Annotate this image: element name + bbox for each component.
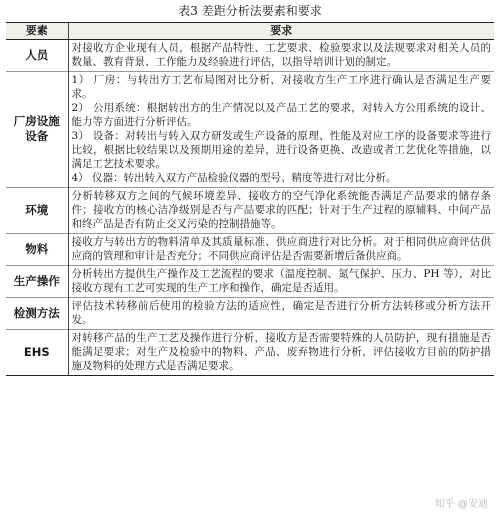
requirement-text: 分析转移双方之间的气候环境差异、接收方的空气净化系统能否满足产品要求的储存条件；接收方的核心洁净级别是否与产品要求的匹配；针对于生产过程的原辅料、中间产品和终产品是否有防止交叉污染的控制措施等。: [71, 190, 491, 230]
requirement-cell: [68, 234, 494, 266]
table-body: [6, 40, 494, 376]
element-cell: 物料: [6, 234, 68, 266]
requirement-cell: [68, 266, 494, 298]
requirement-text: 3） 设备：对转出与转入双方研发或生产设备的原理、性能及对应工序的设备要求等进行比较，根据比较结果以及预期用途的差异，进行设备更换、改造或者工艺优化等措施，以满足工艺技术要求。: [71, 130, 491, 170]
requirement-text: 4） 仪器：转出转入双方产品检验仪器的型号、精度等进行对比分析。: [71, 172, 397, 184]
gap-analysis-table: [6, 22, 494, 376]
element-cell: 生产操作: [6, 266, 68, 298]
requirement-text: 2） 公用系统：根据转出方的生产情况以及产品工艺的要求，对转入方公用系统的设计、能力等方面进行分析评估。: [71, 102, 491, 128]
table-row: [6, 234, 494, 266]
requirement-text: 评估技术转移前后使用的检验方法的适应性，确定是否进行分析方法转移或分析方法开发。: [71, 300, 491, 326]
requirement-cell: [68, 298, 494, 330]
requirement-cell: [68, 188, 494, 234]
table-row: [6, 72, 494, 188]
element-cell: 检测方法: [6, 298, 68, 330]
requirement-text: 1） 厂房：与转出方工艺布局图对比分析，对接收方生产工序进行确认是否满足生产要求。: [71, 74, 491, 100]
table-header-row: [6, 23, 494, 40]
table-row: [6, 40, 494, 72]
watermark: 知乎 @安迪: [434, 499, 488, 510]
table-row: [6, 298, 494, 330]
requirement-text: 对转移产品的生产工艺及操作进行分析，接收方是否需要特殊的人员防护，现有措施是否能满足要求；对生产及检验中的物料、产品、废弃物进行分析，评估接收方目前的防护措施及物料的处理方式是否满足要求。: [71, 332, 491, 372]
column-header-element: 要素: [6, 23, 68, 40]
requirement-text: 分析转出方提供生产操作及工艺流程的要求（温度控制、氮气保护、压力、PH 等），对比接收方现有工艺可实现的生产工序和操作，确定是否适用。: [71, 268, 491, 294]
element-cell: 厂房设施设备: [6, 72, 68, 188]
element-cell: EHS: [6, 330, 68, 376]
element-cell: 人员: [6, 40, 68, 72]
table-caption: 表3 差距分析法要素和要求: [178, 4, 322, 18]
requirement-text: 接收方与转出方的物料清单及其质量标准、供应商进行对比分析。对于相同供应商评估供应商的管理和审计是否充分；不同供应商评估是否需要新增后备供应商。: [71, 236, 491, 262]
table-row: [6, 266, 494, 298]
column-header-requirement: 要求: [68, 23, 494, 40]
requirement-text: 对接收方企业现有人员，根据产品特性、工艺要求、检验要求以及法规要求对相关人员的数量、教育背景、工作能力及经验进行评估，以指导培训计划的制定。: [71, 42, 491, 68]
requirement-cell: [68, 40, 494, 72]
element-cell: 环境: [6, 188, 68, 234]
table-row: [6, 188, 494, 234]
requirement-cell: [68, 72, 494, 188]
table-row: [6, 330, 494, 376]
requirement-cell: [68, 330, 494, 376]
